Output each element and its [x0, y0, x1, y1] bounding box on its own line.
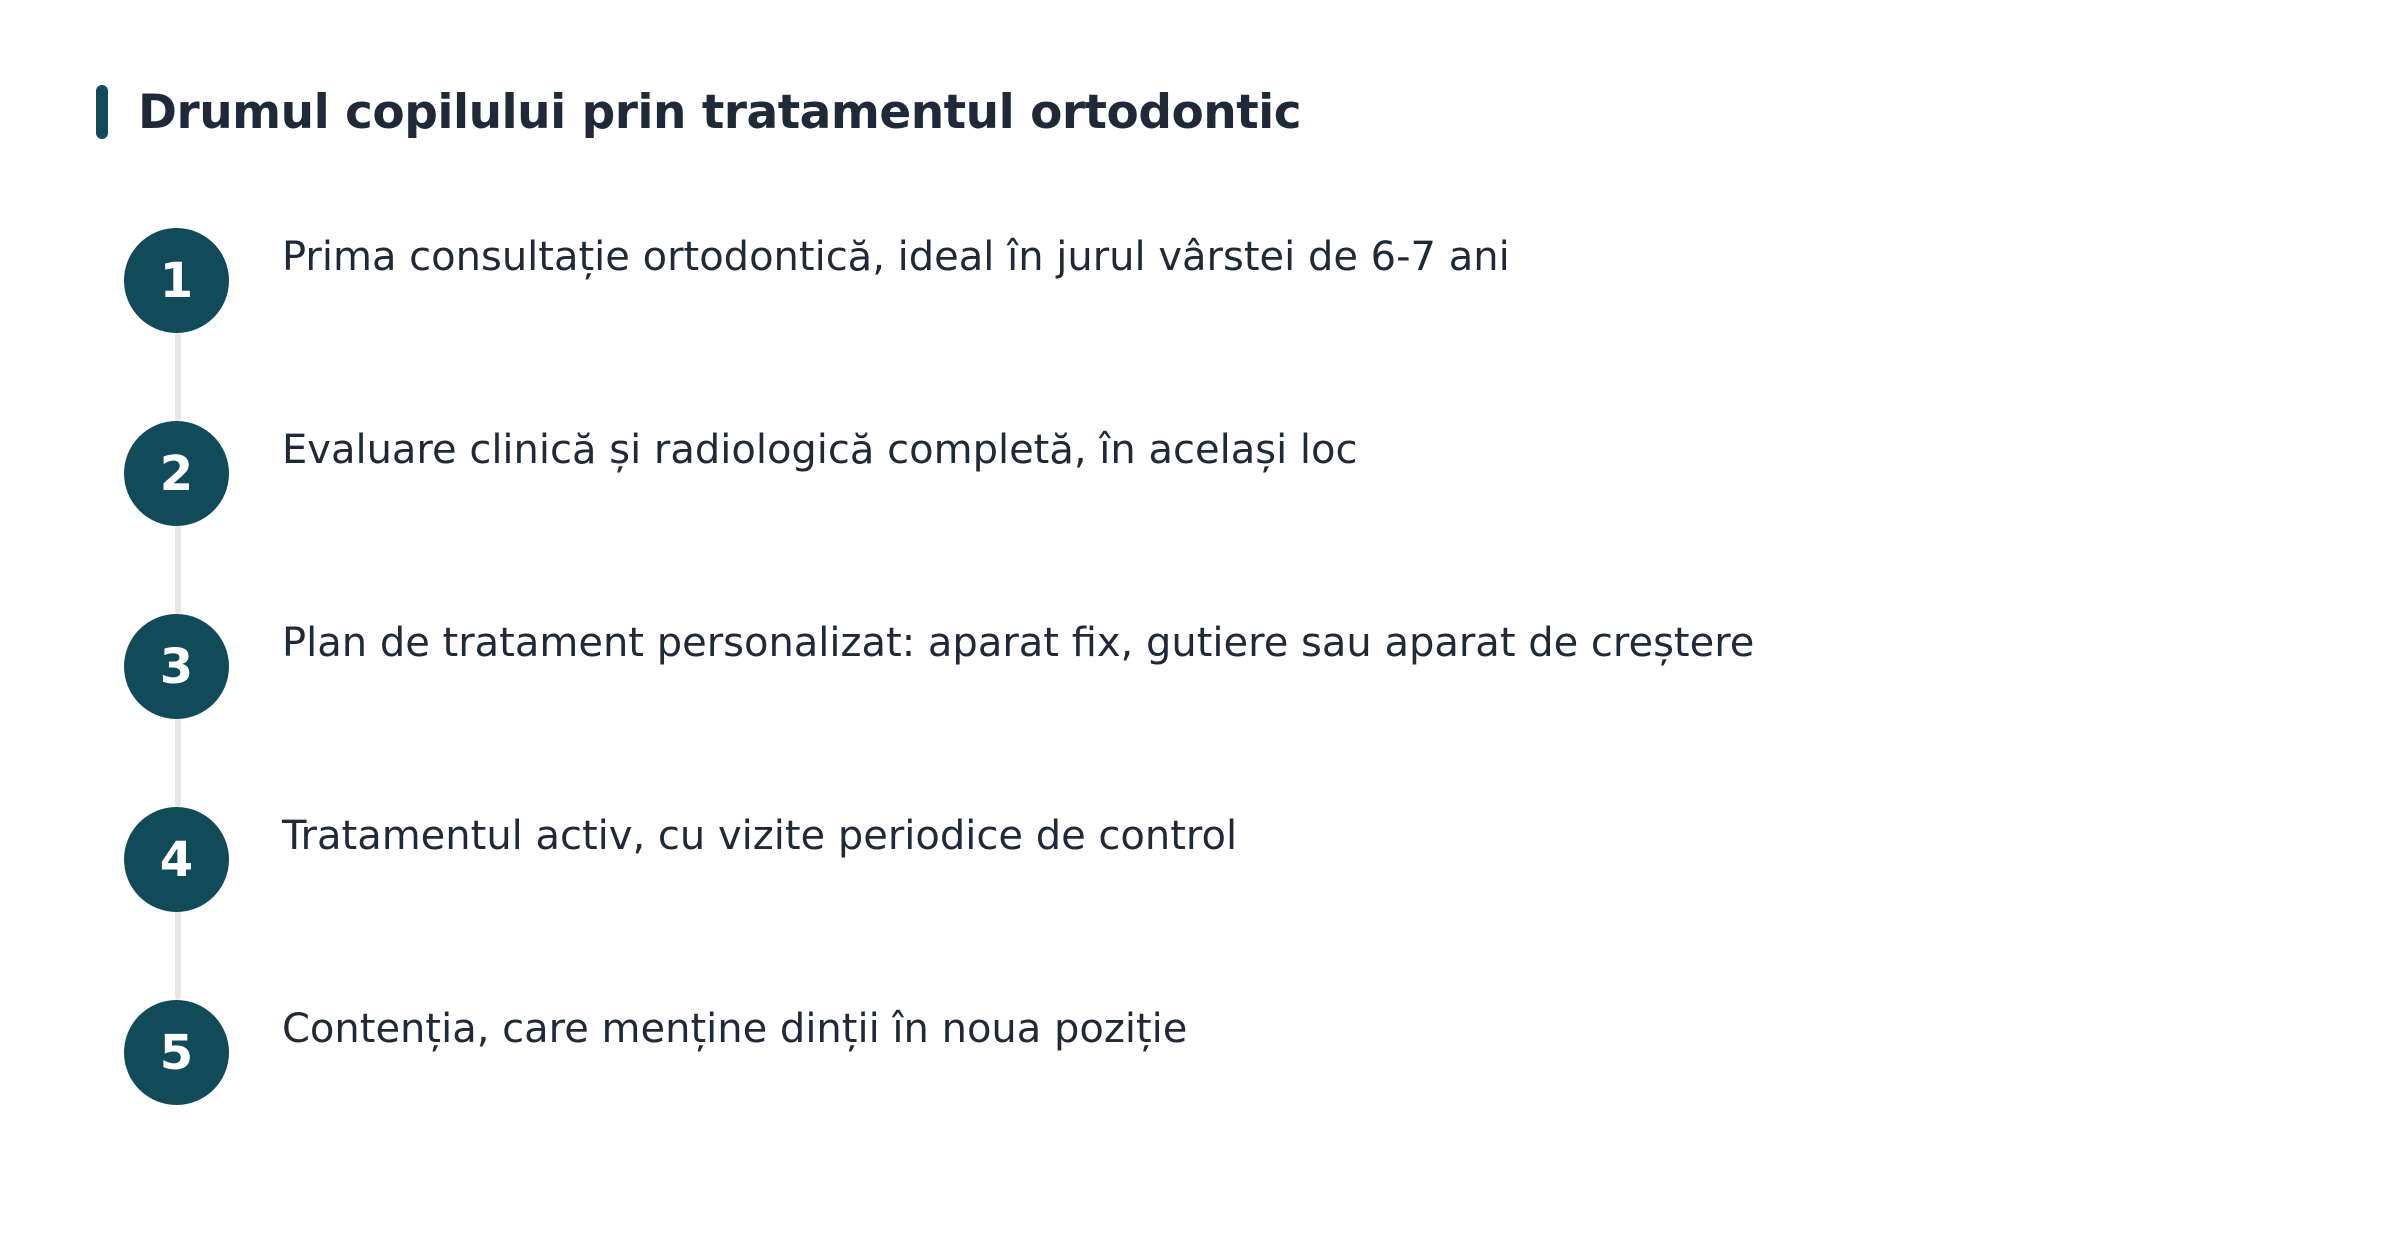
step-item	[124, 1000, 2224, 1193]
page-title: Drumul copilului prin tratamentul ortodontic	[138, 84, 1302, 140]
title-accent-bar	[96, 85, 108, 139]
step-text: Prima consultație ortodontică, ideal în jurul vârstei de 6-7 ani	[282, 234, 1510, 280]
step-item	[124, 228, 2224, 421]
step-number-badge: 2	[124, 421, 229, 526]
step-number-badge: 1	[124, 228, 229, 333]
step-connector-line	[175, 718, 181, 807]
step-text: Tratamentul activ, cu vizite periodice de control	[282, 813, 1238, 859]
step-number-badge: 3	[124, 614, 229, 719]
step-item	[124, 614, 2224, 807]
step-text: Evaluare clinică și radiologică completă, în același loc	[282, 427, 1358, 473]
title-row	[96, 84, 1301, 140]
step-item	[124, 421, 2224, 614]
step-connector-line	[175, 911, 181, 1000]
step-item	[124, 807, 2224, 1000]
step-text: Plan de tratament personalizat: aparat fix, gutiere sau aparat de creștere	[282, 620, 1755, 666]
step-connector-line	[175, 525, 181, 614]
step-text: Contenția, care menține dinții în noua poziție	[282, 1006, 1188, 1052]
steps-timeline	[124, 228, 2224, 1193]
step-number-badge: 4	[124, 807, 229, 912]
step-number-badge: 5	[124, 1000, 229, 1105]
step-connector-line	[175, 332, 181, 421]
